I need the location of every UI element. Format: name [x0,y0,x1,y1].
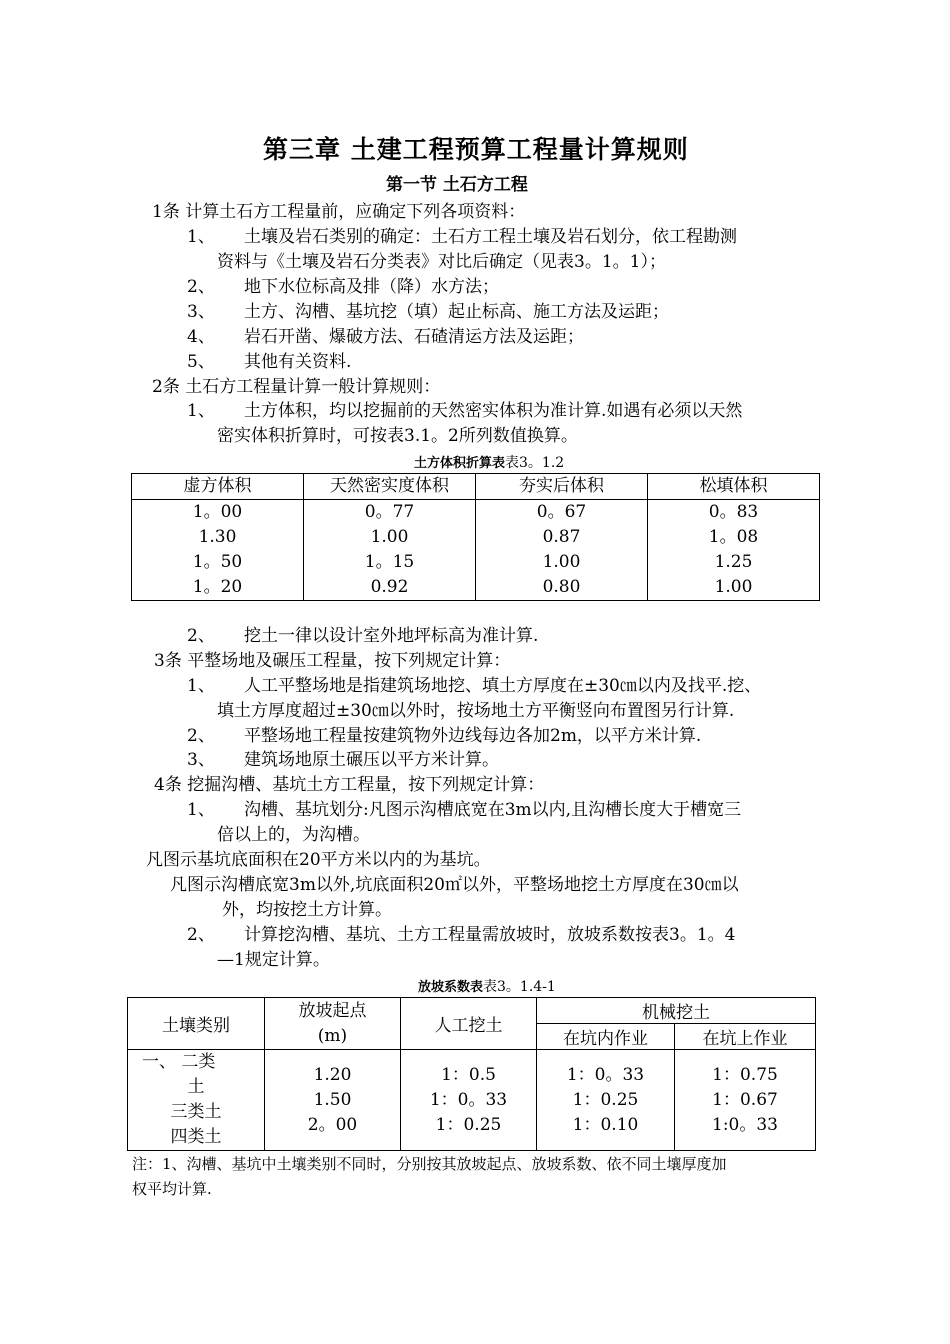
table2-header-start [265,998,401,1050]
table1-header: 虚方体积 [132,474,304,500]
table1-cell: 1。50 [132,550,304,575]
in-pit-value: 1：0.25 [572,1089,639,1110]
art2-item-1-text: 土方体积，均以挖掘前的天然密实体积为准计算.如遇有必须以天然 [244,401,743,421]
in-pit-value: 1：0.10 [572,1114,639,1135]
article-4-heading: 4条 挖掘沟槽、基坑土方工程量，按下列规定计算： [154,775,545,795]
table1-caption [414,454,564,471]
art1-item-5-text: 其他有关资料. [244,352,352,372]
table1-cell: 1.30 [132,525,304,550]
table2-header-soil: 土壤类别 [128,998,265,1050]
table2-manual-values [401,1050,537,1151]
table1-cell: 1。20 [132,575,304,601]
art4-paragraph-1: 凡图示基坑底面积在20平方米以内的为基坑。 [146,850,491,870]
art1-item-1-text: 土壤及岩石类别的确定：土石方工程土壤及岩石划分，依工程勘测 [244,227,737,247]
table1-cell: 1。08 [648,525,820,550]
art3-item-3-text: 建筑场地原土碾压以平方米计算。 [244,750,499,770]
table1-cell: 1。15 [304,550,476,575]
table2-start-values [265,1050,401,1151]
table2-in-pit-values [537,1050,675,1151]
table1-header: 天然密实度体积 [304,474,476,500]
table2-caption-title: 放坡系数表 [418,980,484,995]
table2-header-start-line2: (m) [317,1025,348,1046]
art4-item-2-num: 2、 [187,925,215,945]
table2-header-in-pit: 在坑内作业 [537,1024,675,1050]
art2-item-1-num: 1、 [187,401,215,421]
table1-cell: 0.80 [476,575,648,601]
art1-item-3-text: 土方、沟槽、基坑挖（填）起止标高、施工方法及运距； [244,302,669,322]
article-2-heading: 2条 土石方工程量计算一般计算规则： [152,377,441,397]
table2-header-mechanical: 机械挖土 [537,998,816,1024]
art4-item-1-text: 沟槽、基坑划分:凡图示沟槽底宽在3m以内,且沟槽长度大于槽宽三 [244,800,742,820]
table1-caption-number: 表3。1.2 [505,455,565,471]
chapter-title: 第三章 土建工程预算工程量计算规则 [263,135,689,164]
table1-cell: 1.00 [648,575,820,601]
table2-header-on-pit: 在坑上作业 [675,1024,816,1050]
art3-item-2-text: 平整场地工程量按建筑物外边线每边各加2m，以平方米计算. [244,726,702,746]
table1-cell: 0。67 [476,500,648,526]
art4-item-1-cont: 倍以上的，为沟槽。 [217,825,370,845]
art3-item-1-text: 人工平整场地是指建筑场地挖、填土方厚度在±30㎝以内及找平.挖、 [244,676,762,696]
table-row [132,575,820,601]
art1-item-4-text: 岩石开凿、爆破方法、石碴清运方法及运距； [244,327,584,347]
table1-cell: 0.92 [304,575,476,601]
art3-item-1-num: 1、 [187,676,215,696]
section-title: 第一节 土石方工程 [386,175,528,195]
on-pit-value: 1：0.75 [712,1064,778,1085]
soil-type-1-cont: 土 [187,1077,205,1097]
table2-note-line1: 注：1、沟槽、基坑中土壤类别不同时，分别按其放坡起点、放坡系数、依不同土壤厚度加 [132,1155,727,1173]
art1-item-1-num: 1、 [187,227,215,247]
table1-cell: 1.25 [648,550,820,575]
art1-item-5-num: 5、 [187,352,215,372]
manual-value: 1：0。33 [429,1089,508,1110]
article-1-heading: 1条 计算土石方工程量前，应确定下列各项资料： [152,202,526,222]
table1-header: 松填体积 [648,474,820,500]
table1-cell: 1.00 [476,550,648,575]
table1-cell: 1.00 [304,525,476,550]
start-value: 2。00 [307,1114,358,1135]
table-row [132,500,820,526]
table1-cell: 0。77 [304,500,476,526]
soil-type-3: 四类土 [170,1127,222,1147]
table2-caption-number: 表3。1.4-1 [483,979,556,995]
table1-header: 夯实后体积 [476,474,648,500]
table2-caption [418,978,556,995]
art1-item-2-text: 地下水位标高及排（降）水方法； [244,277,499,297]
art3-item-1-cont: 填土方厚度超过±30㎝以外时，按场地土方平衡竖向布置图另行计算. [217,701,735,721]
table1-cell: 0.87 [476,525,648,550]
table2-header-manual: 人工挖土 [401,998,537,1050]
article-3-heading: 3条 平整场地及碾压工程量，按下列规定计算： [154,651,511,671]
art4-paragraph-2-cont: 外，均按挖土方计算。 [222,900,392,920]
soil-type-1: 一、 二类 [142,1052,216,1072]
art3-item-2-num: 2、 [187,726,215,746]
art1-item-2-num: 2、 [187,277,215,297]
table2-soil-types [128,1050,265,1151]
table-row [132,525,820,550]
art4-item-2-text: 计算挖沟槽、基坑、土方工程量需放坡时，放坡系数按表3。1。4 [244,925,736,945]
manual-value: 1：0.5 [441,1064,496,1085]
art2-item-2-num: 2、 [187,626,215,646]
art1-item-3-num: 3、 [187,302,215,322]
table-row [128,1050,816,1151]
table2-note-line2: 权平均计算. [132,1180,212,1198]
on-pit-value: 1:0。33 [712,1114,778,1135]
table1-cell: 0。83 [648,500,820,526]
art4-item-1-num: 1、 [187,800,215,820]
in-pit-value: 1：0。33 [566,1064,645,1085]
art4-item-2-cont: —1规定计算。 [217,950,330,970]
slope-coefficient-table [127,997,816,1151]
start-value: 1.50 [313,1089,352,1110]
soil-volume-conversion-table [131,473,820,601]
table2-header-start-line1: 放坡起点 [298,1000,367,1021]
art1-item-4-num: 4、 [187,327,215,347]
table1-cell: 1。00 [132,500,304,526]
art4-paragraph-2: 凡图示沟槽底宽3m以外,坑底面积20㎡以外，平整场地挖土方厚度在30㎝以 [170,875,739,895]
soil-type-2: 三类土 [170,1102,222,1122]
table1-caption-title: 土方体积折算表 [414,456,506,471]
art3-item-3-num: 3、 [187,750,215,770]
table2-on-pit-values [675,1050,816,1151]
start-value: 1.20 [313,1064,352,1085]
manual-value: 1：0.25 [435,1114,502,1135]
art1-item-1-cont: 资料与《土壤及岩石分类表》对比后确定（见表3。1。1）； [217,252,666,272]
art2-item-1-cont: 密实体积折算时，可按表3.1。2所列数值换算。 [217,426,578,446]
on-pit-value: 1：0.67 [712,1089,778,1110]
art2-item-2-text: 挖土一律以设计室外地坪标高为准计算. [244,626,539,646]
table-row [132,550,820,575]
